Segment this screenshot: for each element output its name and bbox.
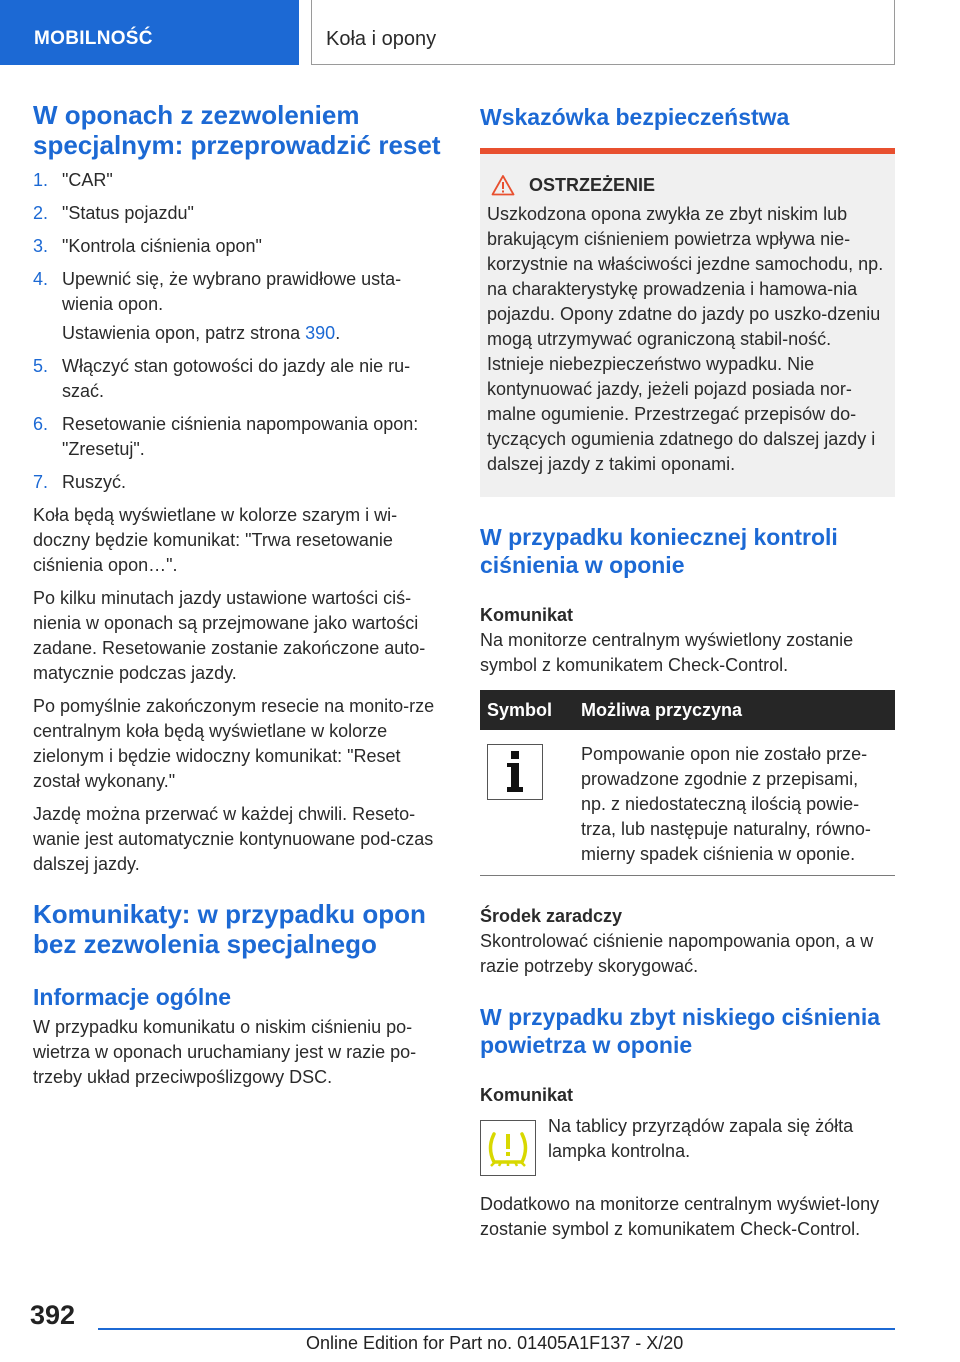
message2-label: Komunikat bbox=[480, 1085, 574, 1105]
step-text: Upewnić się, że wybrano prawidłowe usta-wienia opon. bbox=[62, 269, 402, 314]
symbol-table bbox=[480, 690, 895, 876]
section-tab: MOBILNOŚĆ bbox=[0, 0, 299, 65]
warning-text: Uszkodzona opona zwykła ze zbyt niskim lub brakującym ciśnieniem powietrza wpływa nie-korzystnie na właściwości jezdne samochodu, np. na charakterystykę prowadzenia i hamowa-nia pojazdu. Opony zdatne do jazdy po uszko-dzeniu mogą utrzymywać ograniczoną stabil-ność. Istnieje niebezpieczeństwo wypadku. Nie kontynuować jazdy, jeżeli pojazd posiada nor-malne ogumienie. Przestrzegać przepisów do-tyczących ogumienia zdatnego do dalszej jazdy i dalszej jazdy z takimi oponami. bbox=[487, 204, 884, 474]
remedy-text: Skontrolować ciśnienie napompowania opon, a w razie potrzeby skorygować. bbox=[480, 931, 874, 976]
low-pressure-title: W przypadku zbyt niskiego ciśnienia powietrza w oponie bbox=[480, 1004, 881, 1058]
table-header-row bbox=[480, 690, 895, 730]
table-row bbox=[480, 730, 895, 876]
extra-text: Dodatkowo na monitorze centralnym wyświet-lony zostanie symbol z komunikatem Check-Control. bbox=[480, 1194, 880, 1239]
list-item: 1. "CAR" bbox=[33, 170, 113, 190]
step-note: Ustawienia opon, patrz strona 390. bbox=[62, 323, 341, 343]
general-info-text: W przypadku komunikatu o niskim ciśnieniu po-wietrza w oponach uruchamiany jest w razie po-trzeby układ przeciwpoślizgowy DSC. bbox=[33, 1017, 417, 1087]
col-cause-header: Możliwa przyczyna bbox=[574, 690, 895, 730]
list-item: 6. Resetowanie ciśnienia napompowania opon: "Zresetuj". bbox=[33, 414, 419, 459]
lamp-text: Na tablicy przyrządów zapala się żółta lampka kontrolna. bbox=[548, 1116, 854, 1161]
col-symbol-header: Symbol bbox=[480, 690, 574, 730]
paragraph: Po kilku minutach jazdy ustawione wartości ciś-nienia w oponach są przejmowane jako wartości zadane. Resetowanie zostanie zakończone auto-matycznie podczas jazdy. bbox=[33, 588, 426, 683]
list-item: 4. Upewnić się, że wybrano prawidłowe usta-wienia opon. Ustawienia opon, patrz strona 390. bbox=[33, 267, 443, 346]
paragraph: Po pomyślnie zakończonym resecie na monito-rze centralnym koła będą wyświetlane w kolorze zielonym i będzie widoczny komunikat: "Reset został wykonany." bbox=[33, 696, 435, 791]
info-icon bbox=[487, 744, 543, 800]
reset-title: W oponach z zezwoleniem specjalnym: przeprowadzić reset bbox=[33, 100, 441, 160]
steps-list bbox=[33, 168, 443, 495]
remedy-label: Środek zaradczy bbox=[480, 906, 623, 926]
cause-cell: Pompowanie opon nie zostało prze-prowadzone zgodnie z przepisami, np. z niedostateczną ilością powie-trza, lub następuje naturalny, równo-mierny spadek ciśnienia w oponie. bbox=[574, 730, 895, 876]
page-link[interactable]: 390 bbox=[305, 323, 336, 343]
list-item: 5. Włączyć stan gotowości do jazdy ale nie ru-szać. bbox=[33, 356, 411, 401]
lamp-row bbox=[480, 1116, 895, 1176]
messages-title: Komunikaty: w przypadku opon bez zezwolenia specjalnego bbox=[33, 899, 426, 959]
footer-divider bbox=[98, 1328, 895, 1330]
right-column bbox=[480, 100, 895, 1242]
left-column bbox=[33, 100, 443, 1090]
list-item: 7. Ruszyć. bbox=[33, 472, 127, 492]
message-label: Komunikat bbox=[480, 605, 574, 625]
chapter-title: Koła i opony bbox=[311, 0, 895, 65]
general-info-title: Informacje ogólne bbox=[33, 984, 232, 1010]
tire-pressure-lamp-icon bbox=[480, 1120, 536, 1176]
safety-title: Wskazówka bezpieczeństwa bbox=[480, 104, 790, 130]
list-item: 2. "Status pojazdu" bbox=[33, 203, 194, 223]
paragraph: Jazdę można przerwać w każdej chwili. Reseto-wanie jest automatycznie kontynuowane pod-czas dalszej jazdy. bbox=[33, 804, 434, 874]
list-item: 3. "Kontrola ciśnienia opon" bbox=[33, 236, 262, 256]
message-text: Na monitorze centralnym wyświetlony zostanie symbol z komunikatem Check-Control. bbox=[480, 630, 854, 675]
warning-label: OSTRZEŻENIE bbox=[529, 174, 656, 195]
pressure-check-title: W przypadku koniecznej kontroli ciśnienia w oponie bbox=[480, 524, 838, 578]
edition-text: Online Edition for Part no. 01405A1F137 - X/20 bbox=[306, 1333, 684, 1353]
paragraph: Koła będą wyświetlane w kolorze szarym i wi-doczny będzie komunikat: "Trwa resetowanie ciśnienia opon…". bbox=[33, 505, 398, 575]
page-number: 392 bbox=[30, 1300, 76, 1330]
warning-triangle-icon bbox=[491, 174, 515, 196]
warning-box bbox=[480, 154, 895, 497]
